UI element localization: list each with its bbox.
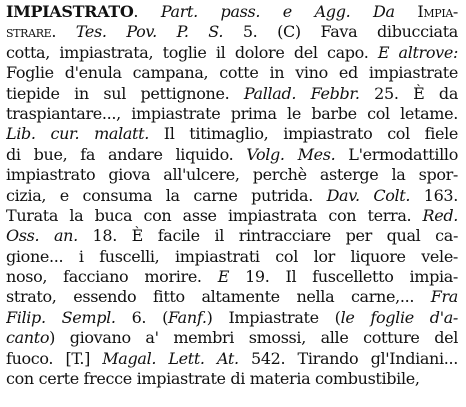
text-segment: Il titimaglio, impiastrato col fiele: [148, 124, 458, 144]
text-segment: 19. Il fuscelletto impia-: [229, 267, 458, 287]
text-segment: 18. È facile il rintracciare per qual ca-: [77, 226, 458, 246]
text-segment: .: [133, 2, 161, 21]
italic-text: Red.: [422, 205, 458, 225]
italic-text: Da: [373, 2, 395, 21]
italic-text: Volg. Mes.: [246, 144, 336, 164]
text-line: [6, 267, 458, 287]
text-line: [6, 206, 458, 226]
text-segment: 6. (: [115, 307, 169, 327]
text-line: [6, 349, 458, 369]
italic-text: Tes. Pov. P. S.: [75, 22, 224, 42]
text-line: [6, 369, 458, 389]
text-line: [6, 247, 458, 267]
text-segment: L'ermodattillo: [335, 144, 458, 164]
italic-text: Fra: [430, 287, 458, 307]
text-segment: di bue, fa andare liquido.: [6, 144, 247, 164]
text-line: [6, 104, 458, 124]
text-segment: [350, 2, 373, 21]
text-segment: strato, essendo fitto altamente nella carne,...: [6, 287, 431, 307]
italic-text: Fanf.: [168, 307, 207, 327]
text-line: [6, 84, 458, 104]
text-segment: con certe frecce impiastrate di materia combustibile,: [6, 369, 420, 389]
italic-text: E altrove:: [377, 42, 458, 62]
text-line: [6, 165, 458, 185]
italic-text: Filip. Sempl.: [6, 307, 116, 327]
text-segment: tiepide in sul pettignone.: [6, 83, 244, 103]
text-line: [6, 186, 458, 206]
text-segment: Impia-: [394, 2, 458, 21]
text-segment: noso, facciano morire.: [6, 267, 218, 287]
text-line: [6, 328, 458, 348]
dictionary-entry: [6, 2, 458, 389]
text-segment: Turata la buca con asse impiastrata con terra.: [6, 205, 423, 225]
text-line: [6, 226, 458, 246]
italic-text: E: [217, 267, 230, 287]
italic-text: le foglie d'a-: [340, 307, 458, 327]
text-segment: 542. Tirando gl'Indiani...: [238, 348, 458, 368]
text-line: [6, 287, 458, 307]
text-segment: cotta, impiastrata, toglie il dolore del capo.: [6, 42, 378, 62]
italic-text: canto: [6, 328, 50, 348]
text-line: [6, 43, 458, 63]
text-line: [6, 124, 458, 144]
text-line: [6, 308, 458, 328]
text-line: [6, 2, 458, 22]
text-segment: traspiantare..., impiastrate prima le barbe col letame.: [6, 103, 458, 123]
italic-text: Pallad. Febbr.: [243, 83, 360, 103]
text-segment: 163.: [410, 185, 458, 205]
text-line: [6, 63, 458, 83]
text-line: [6, 145, 458, 165]
text-segment: gione... i fuscelli, impiastrati col lor liquore vele-: [6, 246, 458, 266]
italic-text: Magal. Lett. At.: [102, 348, 239, 368]
italic-text: Oss. an.: [6, 226, 78, 246]
text-segment: 5. (C) Fava dibucciata: [223, 22, 458, 42]
text-segment: ) Impiastrate (: [206, 307, 341, 327]
text-segment: fuoco. [T.]: [6, 348, 103, 368]
italic-text: Dav. Colt.: [326, 185, 411, 205]
text-segment: Foglie d'enula campana, cotte in vino ed impiastrate: [6, 63, 458, 83]
text-segment: impiastrato giova all'ulcere, perchè asterge la spor-: [6, 165, 458, 185]
headword: IMPIASTRATO: [6, 2, 134, 21]
text-line: [6, 22, 458, 42]
text-segment: 25. È da: [359, 83, 458, 103]
italic-text: Part. pass. e Agg.: [160, 2, 351, 21]
italic-text: Lib. cur. malatt.: [6, 124, 149, 144]
text-segment: .: [51, 22, 76, 42]
text-segment: strare: [6, 22, 52, 42]
text-segment: cizia, e consuma la carne putrida.: [6, 185, 327, 205]
text-segment: ) giovano a' membri smossi, alle cotture del: [49, 328, 458, 348]
